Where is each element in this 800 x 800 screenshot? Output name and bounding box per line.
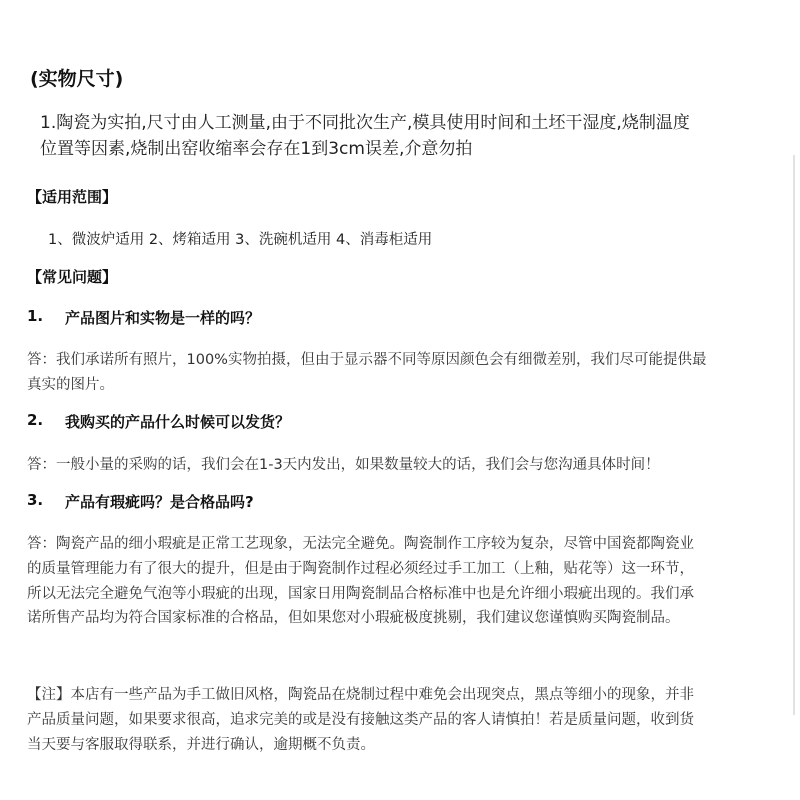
size-heading: (实物尺寸) (30, 68, 124, 90)
note-line: 【注】本店有一些产品为手工做旧风格，陶瓷品在烧制过程中难免会出现突点，黑点等细小的现象，并非 (27, 687, 694, 703)
faq-question: 我购买的产品什么时候可以发货？ (65, 413, 291, 431)
size-note-line: 位置等因素,烧制出窑收缩率会存在1到3cm误差,介意勿拍 (40, 139, 473, 159)
note-line: 当天要与客服取得联系，并进行确认，逾期概不负责。 (27, 737, 375, 753)
faq-question: 产品图片和实物是一样的吗？ (65, 309, 261, 327)
faq-number: 1. (27, 307, 44, 325)
faq-answer-line: 所以无法完全避免气泡等小瑕疵的出现，国家日用陶瓷制品合格标准中也是允许细小瑕疵出现的。我们承 (27, 586, 694, 602)
scroll-edge (793, 155, 795, 715)
faq-answer-line: 的质量管理能力有了很大的提升，但是由于陶瓷制作过程必须经过手工加工（上釉，贴花等）这一环节， (27, 561, 694, 577)
faq-answer-line: 真实的图片。 (27, 377, 114, 393)
faq-answer-line: 答：一般小量的采购的话，我们会在1-3天内发出，如果数量较大的话，我们会与您沟通具体时间！ (27, 457, 660, 473)
faq-answer-line: 诺所售产品均为符合国家标准的合格品，但如果您对小瑕疵极度挑剔，我们建议您谨慎购买陶瓷制品。 (27, 610, 680, 626)
faq-heading: 【常见问题】 (27, 268, 118, 286)
size-note-line: 1.陶瓷为实拍,尺寸由人工测量,由于不同批次生产,模具使用时间和土坯干湿度,烧制温度 (40, 113, 690, 133)
faq-answer-line: 答：陶瓷产品的细小瑕疵是正常工艺现象，无法完全避免。陶瓷制作工序较为复杂，尽管中国瓷都陶瓷业 (27, 536, 694, 552)
faq-number: 2. (27, 411, 44, 429)
note-line: 产品质量问题，如果要求很高，追求完美的或是没有接触这类产品的客人请慎拍！若是质量问题，收到货 (27, 712, 694, 728)
faq-question: 产品有瑕疵吗？是合格品吗? (65, 493, 254, 511)
usage-heading: 【适用范围】 (27, 188, 118, 206)
usage-items: 1、微波炉适用 2、烤箱适用 3、洗碗机适用 4、消毒柜适用 (48, 232, 433, 248)
faq-answer-line: 答：我们承诺所有照片，100%实物拍摄，但由于显示器不同等原因颜色会有细微差别，我们尽可能提供最 (27, 352, 707, 368)
faq-number: 3. (27, 491, 44, 509)
